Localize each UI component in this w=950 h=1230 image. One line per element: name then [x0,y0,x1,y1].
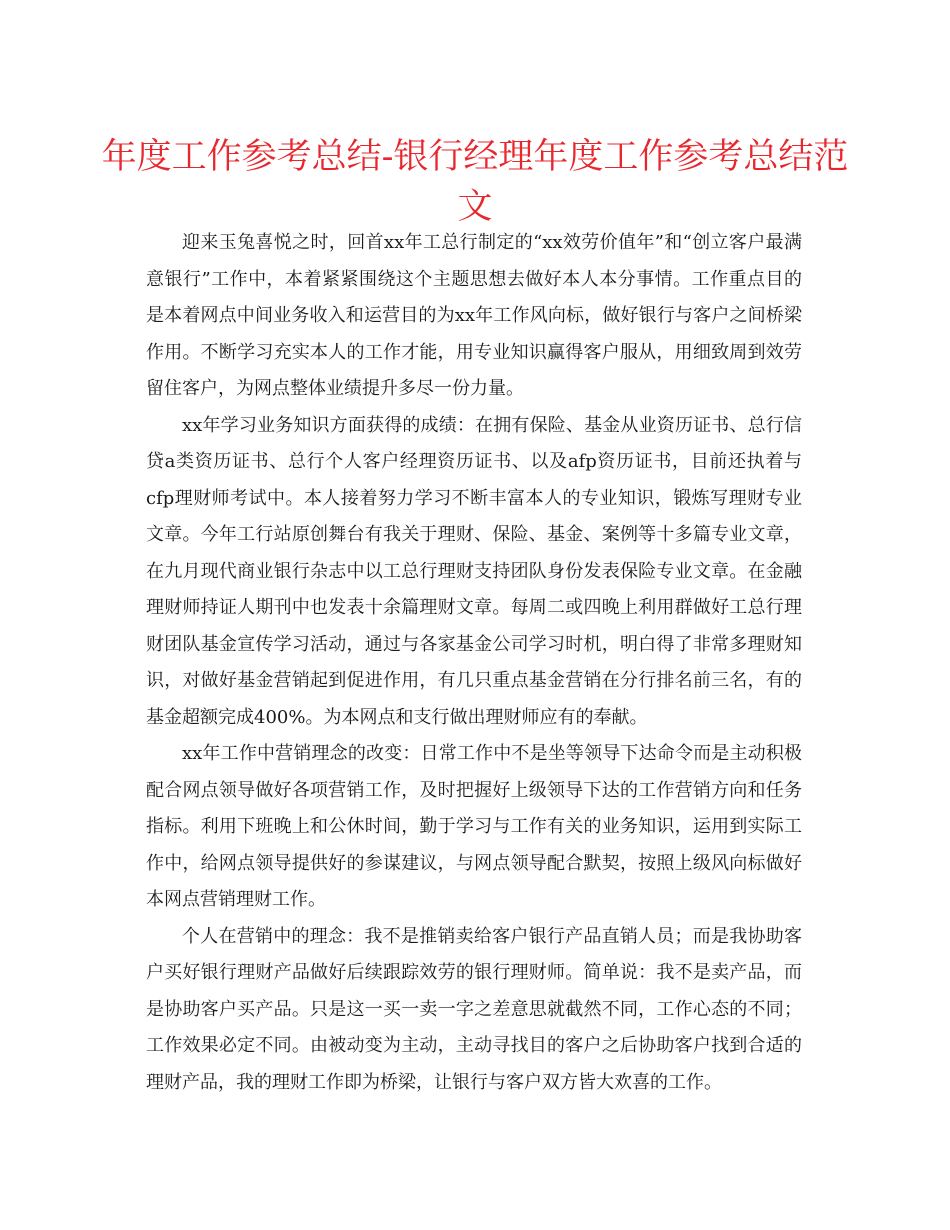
paragraph-personal-marketing-philosophy: 个人在营销中的理念：我不是推销卖给客户银行产品直销人员；而是我协助客户买好银行理财产品做好后续跟踪效劳的银行理财师。简单说：我不是卖产品，而是协助客户买产品。只是这一买一卖一字之差意思就截然不同，工作心态的不同；工作效果必定不同。由被动变为主动，主动寻找目的客户之后协助客户找到合适的理财产品，我的理财工作即为桥梁，让银行与客户双方皆大欢喜的工作。 [146,925,802,1093]
paragraph-intro: 迎来玉兔喜悦之时，回首xx年工总行制定的“xx效劳价值年”和“创立客户最满意银行”工作中，本着紧紧围绕这个主题思想去做好本人本分事情。工作重点目的是本着网点中间业务收入和运营目的为xx年工作风向标，做好银行与客户之间桥梁作用。不断学习充实本人的工作才能，用专业知识赢得客户服从，用细致周到效劳留住客户，为网点整体业绩提升多尽一份力量。 [146,232,802,399]
paragraph-marketing-concept-change: xx年工作中营销理念的改变：日常工作中不是坐等领导下达命令而是主动积极配合网点领导做好各项营销工作，及时把握好上级领导下达的工作营销方向和任务指标。利用下班晚上和公休时间，勤于学习与工作有关的业务知识，运用到实际工作中，给网点领导提供好的参谋建议，与网点领导配合默契，按照上级风向标做好本网点营销理财工作。 [146,743,802,910]
paragraph-learning-achievements: xx年学习业务知识方面获得的成绩：在拥有保险、基金从业资历证书、总行信贷a类资历证书、总行个人客户经理资历证书、以及afp资历证书，目前还执着与cfp理财师考试中。本人接着努力学习不断丰富本人的专业知识，锻炼写理财专业文章。今年工行站原创舞台有我关于理财、保险、基金、案例等十多篇专业文章，在九月现代商业银行杂志中以工总行理财支持团队身份发表保险专业文章。在金融理财师持证人期刊中也发表十余篇理财文章。每周二或四晚上利用群做好工总行理财团队基金宣传学习活动，通过与各家基金公司学习时机，明白得了非常多理财知识，对做好基金营销起到促进作用，有几只重点基金营销在分行排名前三名，有的基金超额完成400%。为本网点和支行做出理财师应有的奉献。 [146,414,802,728]
document-title: 年度工作参考总结-银行经理年度工作参考总结范文 [101,137,849,227]
document-body [146,225,802,1101]
